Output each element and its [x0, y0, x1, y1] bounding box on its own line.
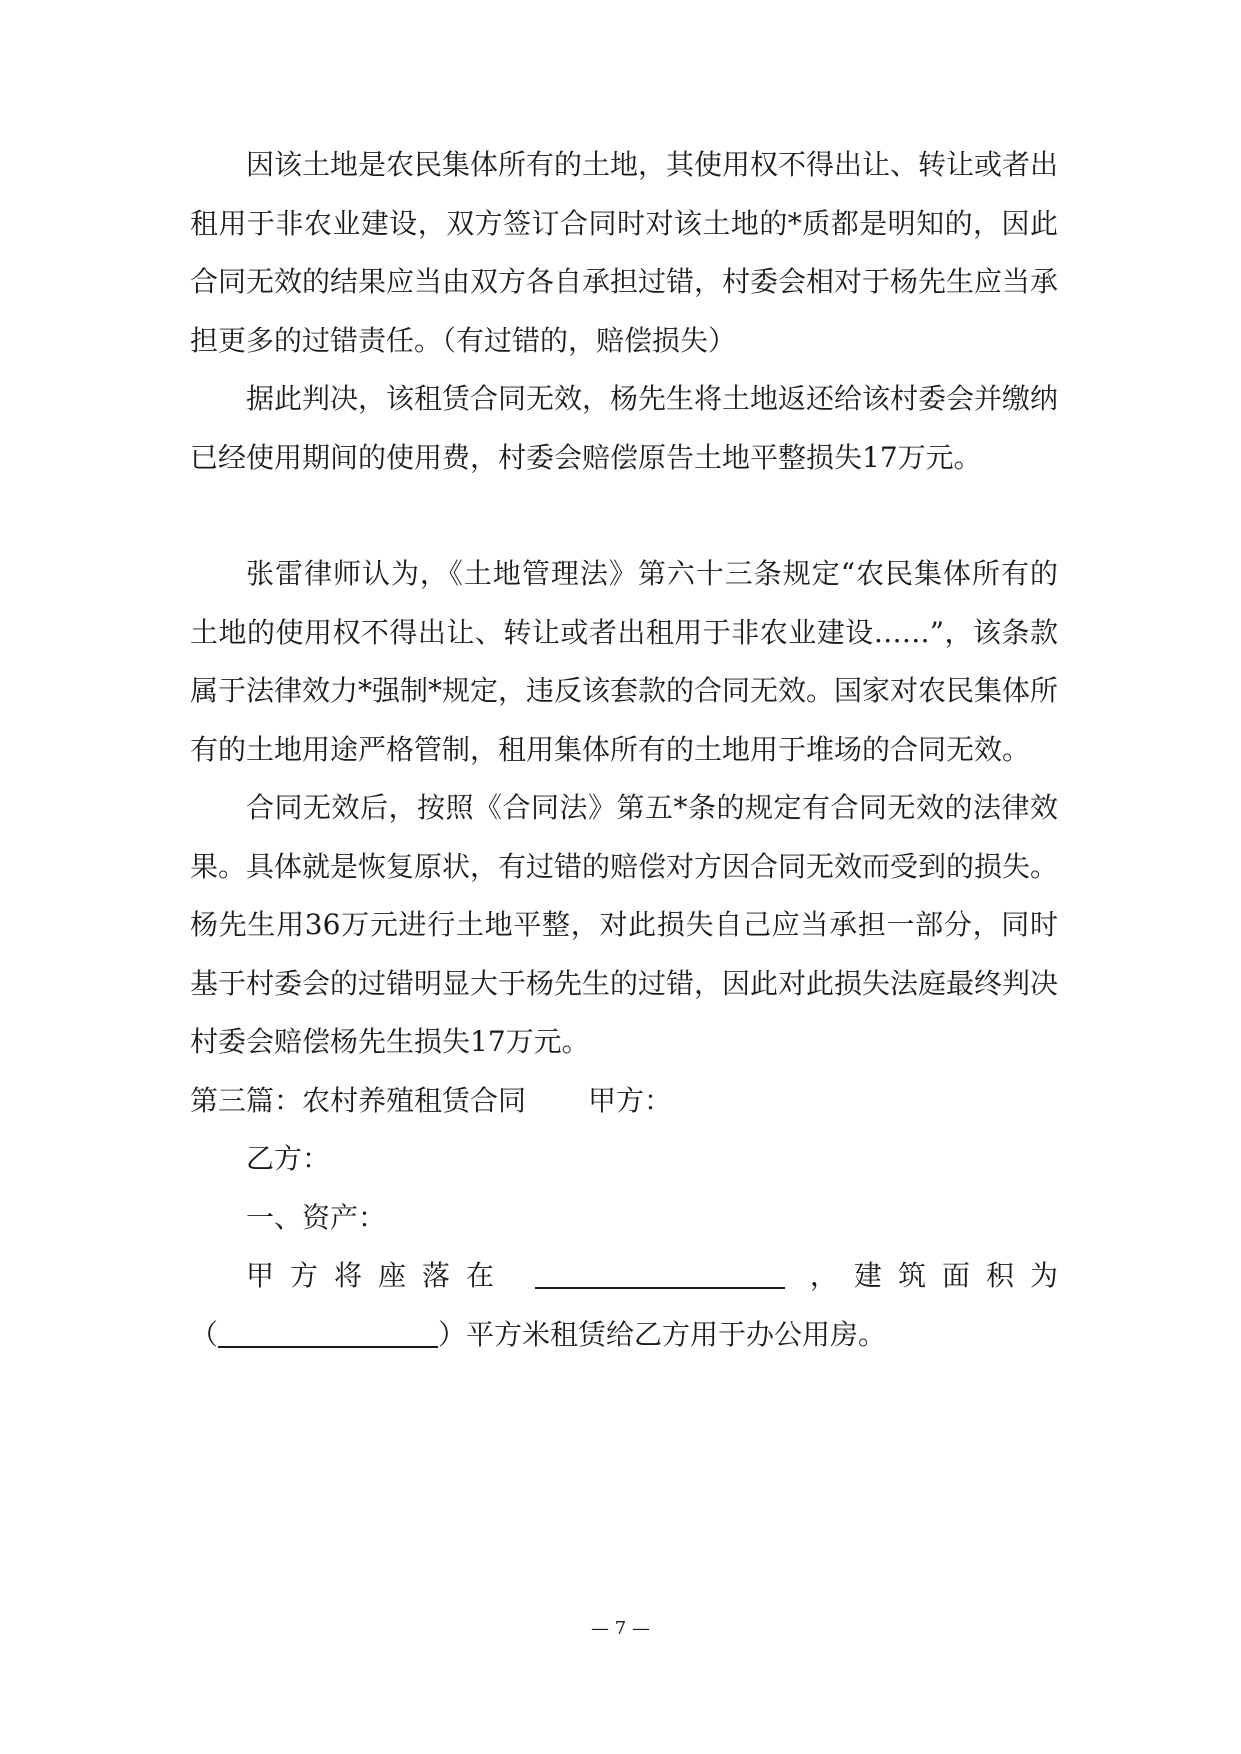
paragraph-2: 据此判决，该租赁合同无效，杨先生将土地返还给该村委会并缴纳已经使用期间的使用费，村委会赔偿原告土地平整损失17万元。: [190, 382, 1059, 474]
area-blank[interactable]: [218, 1318, 438, 1348]
asset-usage-text: ）平方米租赁给乙方用于办公用房。: [438, 1317, 887, 1351]
section-assets: 一、资产：: [246, 1200, 387, 1234]
body-text: [190, 136, 1058, 1364]
paragraph-4: 合同无效后，按照《合同法》第五*条的规定有合同无效的法律效果。具体就是恢复原状，有过错的赔偿对方因合同无效而受到的损失。杨先生用36万元进行土地平整，对此损失自己应当承担一部分，同时基于村委会的过错明显大于杨先生的过错，因此对此损失法庭最终判决村委会赔偿杨先生损失17万元。: [190, 791, 1059, 1058]
page-number: — 7 —: [591, 1618, 650, 1639]
paragraph-1: 因该土地是农民集体所有的土地，其使用权不得出让、转让或者出租用于非农业建设，双方签订合同时对该土地的*质都是明知的，因此合同无效的结果应当由双方各自承担过错，村委会相对于杨先生应当承担更多的过错责任。（有过错的，赔偿损失）: [190, 148, 1059, 357]
location-blank[interactable]: [535, 1259, 785, 1289]
asset-line-2: [190, 1306, 1058, 1365]
paragraph-gap: [190, 487, 1058, 545]
section-heading-line: [190, 1072, 1058, 1131]
party-b-label: 乙方：: [246, 1142, 331, 1175]
party-a-label: 甲方：: [588, 1083, 673, 1117]
asset-area-prefix: ，建筑面积为: [809, 1259, 1058, 1292]
asset-location-prefix: 甲方将座落在: [246, 1259, 511, 1292]
section-heading: 第三篇：农村养殖租赁合同: [190, 1083, 527, 1117]
area-open-paren: （: [190, 1317, 219, 1351]
paragraph-3: 张雷律师认为，《土地管理法》第六十三条规定“农民集体所有的土地的使用权不得出让、转让或者出租用于非农业建设……”，该条款属于法律效力*强制*规定，违反该套款的合同无效。国家对农民集体所有的土地用途严格管制，租用集体所有的土地用于堆场的合同无效。: [190, 557, 1059, 766]
asset-line-1: [190, 1247, 1058, 1306]
